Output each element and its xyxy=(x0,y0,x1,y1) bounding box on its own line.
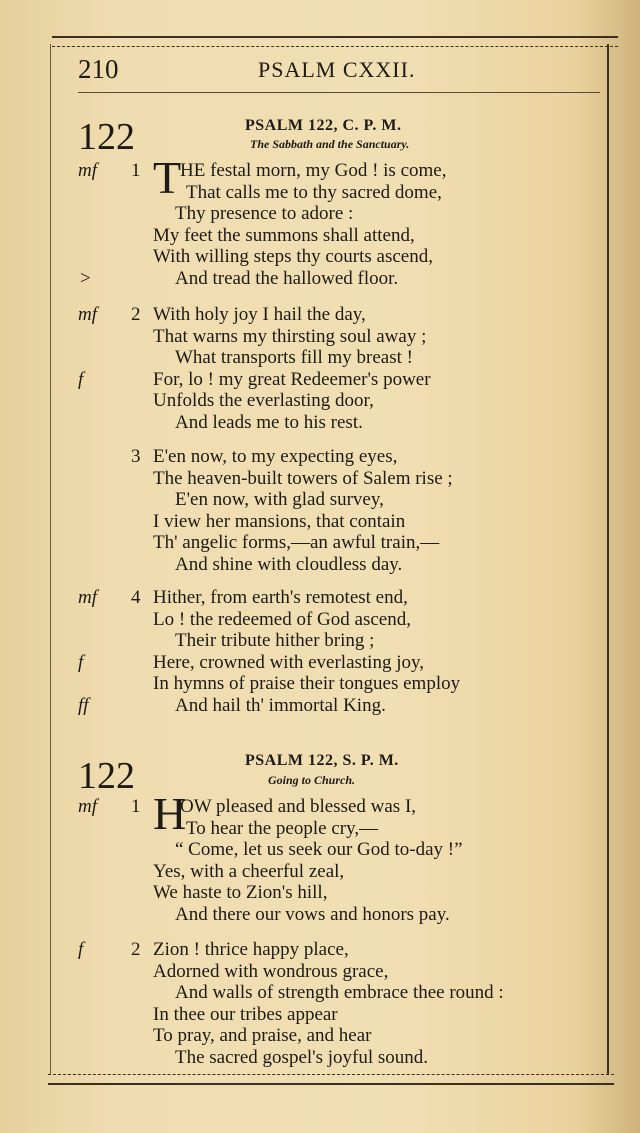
verse-line: In hymns of praise their tongues employ xyxy=(153,673,461,695)
verse-number: 2 xyxy=(131,304,141,325)
verse-line: Lo ! the redeemed of God ascend, xyxy=(153,608,411,630)
hymn-number: 122 xyxy=(78,755,135,797)
verse-line: Adorned with wondrous grace, xyxy=(153,960,389,982)
verse-line: Hither, from earth's remotest end, xyxy=(153,587,408,608)
verse-line: And leads me to his rest. xyxy=(175,412,363,433)
verse-line: E'en now, with glad survey, xyxy=(175,489,384,511)
verse-line: That calls me to thy sacred dome, xyxy=(186,181,442,203)
dynamic-marking: mf xyxy=(78,796,97,817)
ornamental-border-right xyxy=(607,44,613,1074)
running-title: PSALM CXXII. xyxy=(258,57,416,82)
hymn-title: PSALM 122, C. P. M. xyxy=(245,117,402,134)
dynamic-marking: mf xyxy=(78,160,97,181)
verse-number: 1 xyxy=(131,796,141,817)
dynamic-marking: mf xyxy=(78,587,97,608)
page-number: 210 xyxy=(78,54,119,84)
drop-cap: H xyxy=(153,788,187,839)
verse-number: 3 xyxy=(131,446,141,467)
ornamental-border-top xyxy=(52,36,618,47)
dynamic-marking: ff xyxy=(78,695,89,716)
verse-line: What transports fill my breast ! xyxy=(175,347,413,369)
verse-line: Unfolds the everlasting door, xyxy=(153,390,374,412)
verse-line: I view her mansions, that contain xyxy=(153,510,406,532)
verse-line: Their tribute hither bring ; xyxy=(175,630,375,652)
verse-line: And there our vows and honors pay. xyxy=(175,904,450,925)
verse-line: We haste to Zion's hill, xyxy=(153,882,328,904)
verse-line: Thy presence to adore : xyxy=(175,203,354,225)
verse-line: For, lo ! my great Redeemer's power xyxy=(153,368,431,390)
verse-number: 1 xyxy=(131,160,141,181)
hymn-subtitle: The Sabbath and the Sanctuary. xyxy=(250,137,410,151)
drop-cap: T xyxy=(153,152,182,203)
verse-line: To pray, and praise, and hear xyxy=(153,1025,372,1047)
verse-line: That warns my thirsting soul away ; xyxy=(153,325,427,347)
verse-line: And walls of strength embrace thee round : xyxy=(175,982,504,1004)
verse-line: The heaven-built towers of Salem rise ; xyxy=(153,467,453,489)
hymn-number: 122 xyxy=(78,116,135,158)
verse-line: E'en now, to my expecting eyes, xyxy=(153,446,398,467)
verse-line: Here, crowned with everlasting joy, xyxy=(153,651,425,673)
verse-number: 2 xyxy=(131,939,141,960)
verse-line: My feet the summons shall attend, xyxy=(153,224,415,246)
verse-line: With holy joy I hail the day, xyxy=(153,304,366,325)
dynamic-marking: mf xyxy=(78,304,97,325)
verse-line: And tread the hallowed floor. xyxy=(175,268,399,289)
dynamic-marking: > xyxy=(80,268,91,289)
verse-line: The sacred gospel's joyful sound. xyxy=(175,1047,429,1068)
verse-line: “ Come, let us seek our God to-day !” xyxy=(175,839,463,861)
dynamic-marking: f xyxy=(78,651,84,673)
ornamental-border-bottom xyxy=(48,1074,614,1085)
border-left xyxy=(50,44,53,1074)
verse-line: And shine with cloudless day. xyxy=(175,554,403,575)
verse-line: With willing steps thy courts ascend, xyxy=(153,246,433,268)
verse-line: And hail th' immortal King. xyxy=(175,695,386,716)
hymn-title: PSALM 122, S. P. M. xyxy=(245,752,399,769)
verse-line: Th' angelic forms,—an awful train,— xyxy=(153,532,440,554)
dynamic-marking: f xyxy=(78,939,84,960)
verse-number: 4 xyxy=(131,587,141,608)
header-rule xyxy=(78,92,600,93)
verse-line: To hear the people cry,— xyxy=(186,817,379,839)
verse-line: HE festal morn, my God ! is come, xyxy=(180,160,447,181)
verse-line: In thee our tribes appear xyxy=(153,1003,338,1025)
verse-line: Zion ! thrice happy place, xyxy=(153,939,349,960)
dynamic-marking: f xyxy=(78,368,84,390)
verse-line: OW pleased and blessed was I, xyxy=(180,796,417,817)
verse-line: Yes, with a cheerful zeal, xyxy=(153,860,345,882)
hymn-subtitle: Going to Church. xyxy=(268,773,356,787)
